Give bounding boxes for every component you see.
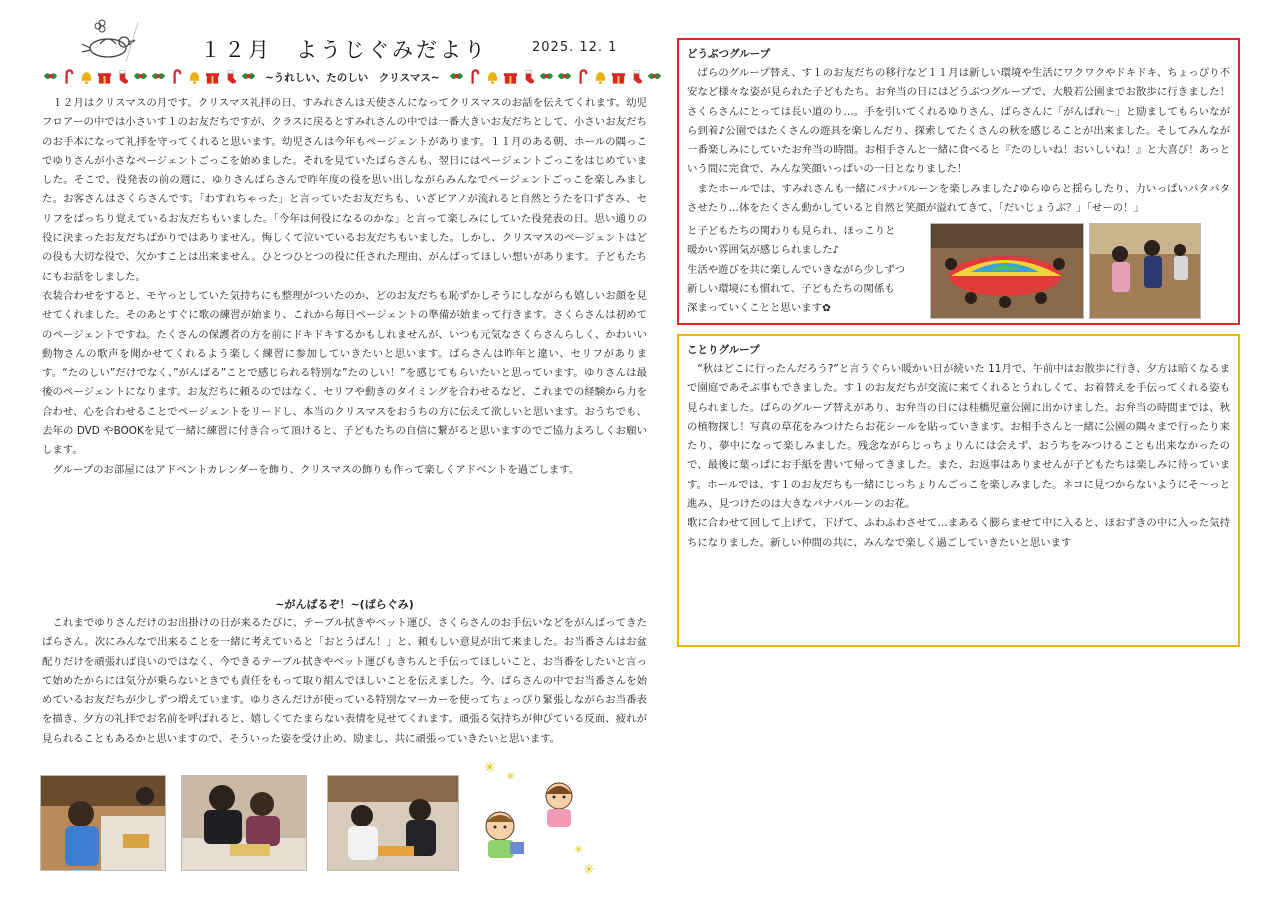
bird-icon [78, 18, 144, 64]
candy-cane-icon [574, 68, 591, 86]
child-icon [538, 780, 580, 830]
holly-icon [240, 68, 257, 86]
main-paragraph-1: １２月はクリスマスの月です。クリスマス礼拝の日、すみれさんは天使さんになってクリスマスのお話を伝えてくれます。幼児フロアーの中では小さいす１のお友だちですが、クラスに戻るとすみれさんの中では一番大きいお友だちとして、小さいお友だちのお手本になって礼拝を守ってくれると思います。幼児さんは今年もページェントがあります。１１月のある朝、ホールの隅っこでゆりさんが小さなページェントごっこを始めました。それを見ていたばらさんも、翌日にはページェントごっこをはじめていました。そこで、役発表の前の週に、ゆりさんばらさんで昨年度の役を思い出しながらみんなでページェントごっこを楽しみました。お客さんはさくらさんです。「わすれちゃった」と言っていたお友だちも、いざピアノが流れると自然とうたを口ずさみ、セリフをばっちり覚えているお友だちもいました。「今年は何役になるのかな」と言って楽しみにしていた役発表の日。思い通りの役に決まったお友だちばかりではありません。悔しくて泣いているお友だちもいました。しかし、クリスマスのページェントはどの役も大切な役で、欠かすことは出来ません。ひとつひとつの役に任された理由、がんばってほしい想いがあります。子どもたちにもお話をしました。 [42, 97, 647, 283]
stocking-icon [628, 68, 645, 86]
gift-icon [96, 68, 113, 86]
bell-icon [592, 68, 609, 86]
holly-icon [132, 68, 149, 86]
candy-cane-icon [60, 68, 77, 86]
stocking-icon [222, 68, 239, 86]
sparkle-icon: ✳ [574, 843, 584, 856]
sparkle-icon: ✳ [506, 770, 516, 783]
holly-icon [42, 68, 59, 86]
photo-parachute-play [930, 223, 1084, 319]
dobutsu-tail-line: 深まっていくことと思います✿ [687, 302, 831, 315]
dobutsu-tail-line: 生活や遊びを共に楽しんでいきながら少しずつ [687, 263, 906, 276]
kotori-group-box [677, 334, 1240, 647]
dobutsu-group-box [677, 38, 1240, 325]
kotori-paragraph-1: “秋はどこに行ったんだろう?”と言うぐらい暖かい日が続いた 11月で、午前中はお散歩に行き、夕方は暗くなるまで園庭であそぶ事もできました。す１のお友だちが交流に来てくれるとうれしくて、お着替えを手伝ってくれる姿も見られました。ばらのグループ替えがあり、お弁当の日には桂橋児童公園に出かけました。お弁当の時間までは、秋の植物探し！写真の草花をみつけたらお花シールを貼っていきます。お相手さんと一緒に公園の隅々まで行ったり来たり、夢中になって楽しみました。残念ながらじっちょりんには会えず、おうちをみつけることも出来なかったので、最後に葉っぱにお手紙を書いて帰ってきました。また、お返事はありませんが子どもたちは楽しみに待っています。ホールでは、す１のお友だちも一緒にじっちょりんごっこを楽しみました。ネコに見つからないようにそ～っと進み、見つけたのは大きなパナバルーンのお花。 [687, 363, 1230, 511]
photo-children-table [181, 775, 307, 871]
dobutsu-paragraph-1: ばらのグループ替え、す１のお友だちの移行など１１月は新しい環境や生活にワクワクやドキドキ、ちょっぴり不安など様々な姿が見られた子どもたち。お弁当の日にはどうぶつグループで、大般若公園までお散歩に行きました！さくらさんにとっては長い道のり…。手を引いてくれるゆりさん、ばらさんに「がんばれ～」と励ましてもらいながら到着♪公園ではたくさんの遊具を楽しんだり、探索してたくさんの秋を感じることが出来ました。そしてみんなが一番楽しみにしていたお弁当の時間。お相手さんと一緒に食べると『たのしいね！おいしいね！』と大喜び！あっという間に完食で、みんな笑顔いっぱいの一日となりました！ [687, 67, 1230, 176]
decoration-right [448, 68, 663, 86]
main-article [42, 94, 647, 480]
issue-date: 2025. 12. 1 [532, 40, 618, 55]
bara-article [42, 614, 647, 749]
dobutsu-paragraph-2: またホールでは、すみれさんも一緒にパナバルーンを楽しみました♪ゆらゆらと揺らしたり、力いっぱいパタパタさせたり…体をたくさん動かしていると自然と笑顔が溢れてきて、「だいじょうぶ？」「せーの！」 [687, 182, 1230, 215]
bara-paragraph: これまでゆりさんだけのお出掛けの日が来るたびに、テーブル拭きやベット運び、さくらさんのお手伝いなどをがんばってきたばらさん。次にみんなで出来ることを一緒に考えていると「おとうばん！」と、頼もしい意見が出て来ました。お当番さんはお盆配りだけを頑張れば良いのではなく、今できるテーブル拭きやベット運びもきちんと手伝ってほしいこと、お当番をしたいと言って始めたからには気分が乗らないときでも責任をもって取り組んでほしいことを伝えました。今、ばらさんの中でお当番さんを始めているお友だちが少しずつ増えています。ゆりさんだけが使っている特別なマーカーを使ってちょっぴり緊張しながらお当番表を描き、夕方の礼拝でお名前を呼ばれると、嬉しくてたまらない表情を見せてくれます。頑張る気持ちが伸びている反面、疲れが見られることもあるかと思いますので、そういった姿を受け止め、励まし、共に頑張っていきたいと思います。 [42, 617, 647, 745]
holly-icon [448, 68, 465, 86]
sparkle-icon: ✳ [583, 862, 595, 878]
dobutsu-tail-line: 暖かい雰囲気が感じられました♪ [687, 244, 840, 257]
dobutsu-group-title: どうぶつグループ [687, 48, 771, 60]
candy-cane-icon [466, 68, 483, 86]
christmas-decoration-row [42, 67, 662, 87]
dobutsu-group-text [687, 64, 1230, 218]
gift-icon [610, 68, 627, 86]
stocking-icon [114, 68, 131, 86]
stocking-icon [520, 68, 537, 86]
decoration-left [42, 68, 257, 86]
photo-children-playing [327, 775, 459, 871]
main-paragraph-2: 衣装合わせをすると、モヤっとしていた気持ちにも整理がついたのか、どのお友だちも恥ずかしそうにしながらも嬉しいお顔を見せてくれました。そのあとすぐに歌の練習が始まり、これから毎日ページェントの準備が始まって行きます。さくらさんは初めてのページェントですね。たくさんの保護者の方を前にドキドキするかもしれませんが、いつも元気なさくらさんらしく、かわいい動物さんの歌声を聞かせてくれるよう楽しく練習に参加していきたいと思います。ばらさんは昨年と違い、セリフがあります。“たのしい”だけでなく、”がんばる”ことで感じられる特別な”たのしい！”を感じてもらいたいと思っています。ゆりさんは最後のページェントになります。お友だちに頼るのではなく、セリフや動きのタイミングを合わせるなど、これまでの経験から力を合わせ、心を合わせることでページェントをリードし、本当のクリスマスをおうちの方に伝えて欲しいと思います。おうちでも、去年の DVD やBOOKを見て一緒に練習に付き合って頂けると、子どもたちの自信に繋がると思いますのでご協力よろしくお願いします。 [42, 289, 647, 457]
holly-icon [538, 68, 555, 86]
dobutsu-tail-line: と子どもたちの関わりも見られ、ほっこりと [687, 225, 896, 237]
bara-article-title: ~がんばるぞ！~(ばらぐみ) [275, 598, 414, 611]
holly-icon [646, 68, 663, 86]
sparkle-icon: ✳ [484, 760, 496, 776]
candy-cane-icon [168, 68, 185, 86]
holly-icon [150, 68, 167, 86]
section-subtitle: ~うれしい、たのしい クリスマス~ [265, 71, 440, 84]
kotori-paragraph-2: 歌に合わせて回して上げて、下げて、ふわふわさせて…まあるく膨らませて中に入ると、ほおずきの中に入った気持ちになりました。新しい仲間の共に、みんなで楽しく過ごしていきたいと思います [687, 517, 1230, 549]
newsletter-title: １２月 ようじぐみだより [200, 38, 488, 62]
bell-icon [484, 68, 501, 86]
holly-icon [556, 68, 573, 86]
kotori-group-text [687, 360, 1230, 553]
gift-icon [204, 68, 221, 86]
kotori-group-title: ことりグループ [687, 344, 760, 356]
dobutsu-tail-line: 新しい環境にも慣れて、子どもたちの関係も [687, 282, 895, 295]
photo-park-walk [1089, 223, 1201, 319]
child-icon [478, 808, 526, 860]
bell-icon [186, 68, 203, 86]
dobutsu-tail-text [687, 222, 927, 318]
main-paragraph-3: グループのお部屋にはアドベントカレンダーを飾り、クリスマスの飾りも作って楽しくアドベントを過ごします。 [52, 463, 580, 476]
photo-child-painting [40, 775, 166, 871]
bell-icon [78, 68, 95, 86]
gift-icon [502, 68, 519, 86]
